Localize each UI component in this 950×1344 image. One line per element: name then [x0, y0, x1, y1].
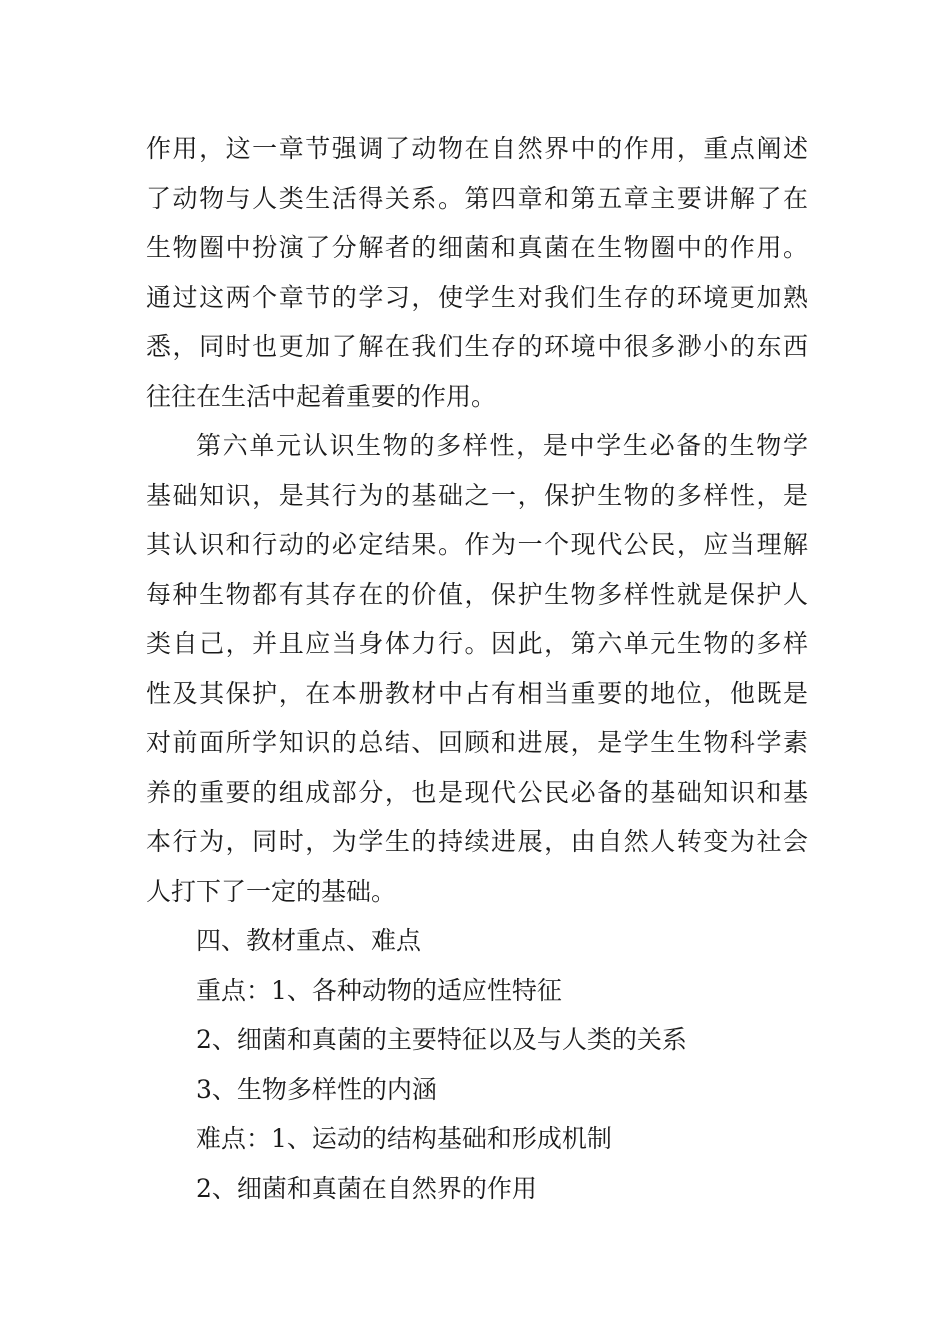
- text-line: 类自己，并且应当身体力行。因此，第六单元生物的多样: [146, 629, 808, 658]
- list-item: 重点：1、各种动物的适应性特征: [196, 975, 562, 1005]
- document-body: [146, 124, 808, 1213]
- text-line: 往往在生活中起着重要的作用。: [146, 381, 497, 411]
- text-line: 作用，这一章节强调了动物在自然界中的作用，重点阐述: [146, 134, 808, 163]
- text-line: 对前面所学知识的总结、回顾和进展，是学生生物科学素: [146, 728, 808, 757]
- text-line: 每种生物都有其存在的价值，保护生物多样性就是保护人: [146, 579, 808, 609]
- text-line: 悉，同时也更加了解在我们生存的环境中很多渺小的东西: [146, 332, 808, 361]
- list-item: 3、生物多样性的内涵: [196, 1074, 437, 1104]
- text-line: 生物圈中扮演了分解者的细菌和真菌在生物圈中的作用。: [146, 233, 808, 262]
- list-item: 2、细菌和真菌在自然界的作用: [196, 1173, 537, 1203]
- text-line: 其认识和行动的必定结果。作为一个现代公民，应当理解: [146, 530, 808, 559]
- text-line: 本行为，同时，为学生的持续进展，由自然人转变为社会: [146, 827, 808, 856]
- text-line: 第六单元认识生物的多样性，是中学生必备的生物学: [196, 431, 808, 460]
- list-item: 难点：1、运动的结构基础和形成机制: [196, 1124, 612, 1153]
- text-line: 人打下了一定的基础。: [146, 876, 397, 906]
- section-heading: 四、教材重点、难点: [196, 926, 422, 955]
- text-line: 性及其保护，在本册教材中占有相当重要的地位，他既是: [146, 678, 808, 708]
- text-line: 基础知识，是其行为的基础之一，保护生物的多样性，是: [146, 480, 808, 510]
- text-line: 养的重要的组成部分，也是现代公民必备的基础知识和基: [146, 777, 808, 807]
- text-line: 通过这两个章节的学习，使学生对我们生存的环境更加熟: [146, 282, 808, 312]
- text-line: 了动物与人类生活得关系。第四章和第五章主要讲解了在: [146, 183, 808, 213]
- list-item: 2、细菌和真菌的主要特征以及与人类的关系: [196, 1025, 687, 1054]
